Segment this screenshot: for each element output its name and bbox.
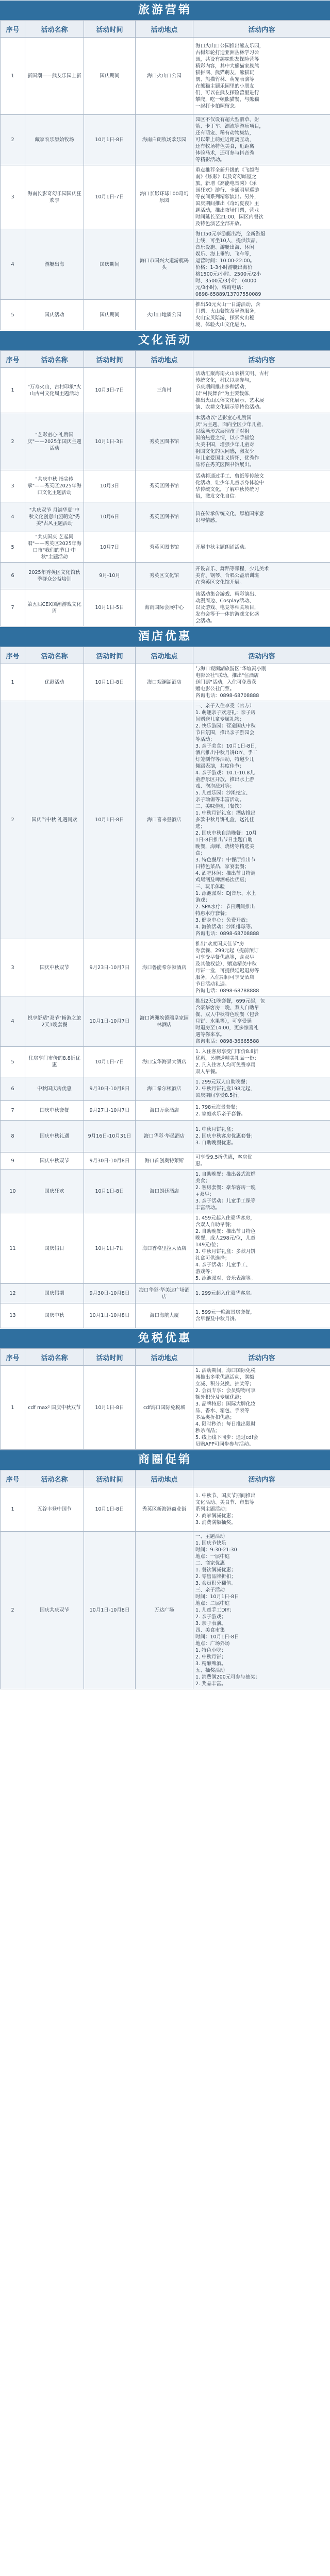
activity-place: 秀英区图书馆 [136,470,193,502]
activity-name: cdf max² 国庆中秋双节 [25,1366,84,1450]
row-number: 3 [1,165,25,229]
activity-name: "共庆双节 月满华夏"中秋文化创意山盟萌宠"秀美"古风主题活动 [25,502,84,532]
activity-content: 旨在传承传统文化，厚植国家意 识与情感。 [193,502,330,532]
activity-time: 10月1日-10月8日 [84,1532,136,1689]
activity-content: 该活动集合游戏、精彩演出、 动漫周边、Cosplay活动、 以及游戏、电竞等相关项目， 发布会等于一体的游戏文化盛 会活动。 [193,589,330,626]
table-row [1,470,330,502]
table-row [1,300,330,330]
activity-time: 9月30日-10月8日 [84,1284,136,1303]
row-number: 5 [1,1047,25,1077]
activity-content: 园区不仅设有超大型滑草、射 箭、卡丁车、漂流等游乐项目， 还有萌宠、稀有动物集结， 可以带上萌娃近距离互动， 还有牧场特色美食，近距离 体验马术，还可参与抖音秀 等精彩活动。 [193,115,330,165]
activity-place: 海口首创奥特莱斯 [136,1153,193,1170]
activity-content: 活动汇聚海南火山农耕文明、古村 传统文化，村民以身参与， 节庆期间推出多种活动， 以"村民舞台"为主要载体， 推出火山民俗文化展示、艺术展 演、农耕文化展示等特色活动。 [193,368,330,413]
table-row [1,563,330,589]
activity-time: 10月1日-8日 [84,1366,136,1450]
activity-content: 一、主题活动 1. 国庆节快乐 时间：9:30-21:30 地点：一层中庭 二、商家优惠 1. 餐饮满减优惠； 2. 零售品牌折扣； 3. 会员积分翻倍。 三、亲子活动 时间：10月1日-8日 地点：二层中庭 1. 儿童手工DIY； 2. 亲子游戏； 3. 亲子表演。 四、美食市集 时间：10月1日-8日 地点：广场外场 1. 特色小吃； 2. 中秋月饼； 3. 精酿啤酒。 五、抽奖活动 1. 消费满200元可参与抽奖； 2. 奖品丰富。 [193,1532,330,1689]
row-number: 6 [1,1077,25,1101]
header-content: 活动内容 [193,1470,330,1487]
activity-time: 10月1日-3日 [84,413,136,470]
table-row [1,1284,330,1303]
activity-time: 国庆期间 [84,300,136,330]
activity-name: "艺彩童心·礼赞国庆"——2025年国庆主题活动 [25,413,84,470]
table-row [1,1213,330,1284]
activity-time: 10月1日-8日 [84,1170,136,1213]
activity-content: 1. 中秋节、国庆节期间推出 文化活动、美食节、市集等 系列主题活动； 2. 商家满减优惠； 3. 消费满额抽奖。 [193,1487,330,1532]
table-row [1,701,330,939]
activity-content: 推出2天1晚套餐，699元起，包 含豪华客房一晚、双人自助早 餐、双人中秋特色晚餐（包含 月饼、水果等），可享受延 时退房至14:00，更多惊喜礼 遇等你来享。 咨询电话：0898-36665588 [193,996,330,1047]
activity-place: 海口长影环球100奇幻乐园 [136,165,193,229]
activity-time: 10月1日-8日 [84,664,136,701]
activity-time: 10月3日 [84,470,136,502]
activity-place: 三角村 [136,368,193,413]
activity-place: 秀英区图书馆 [136,502,193,532]
row-number: 3 [1,939,25,996]
activity-name: 国庆假期 [25,1284,84,1303]
activity-name: "共庆国庆 艺起同唱"——秀英区2025年海口市"我们的节日·中秋"主题活动 [25,532,84,563]
activity-name: 国庆当中秋 礼遇同欢 [25,701,84,939]
row-number: 7 [1,589,25,626]
activity-content: 推出50元火山一日游活动，含 门票、火山餐饮及导游服务， 火山宝贝陪游，探索火山秘 境，体验火山文化魅力。 [193,300,330,330]
header-row [1,647,330,664]
activity-table [0,350,330,626]
table-row [1,413,330,470]
activity-name: "共庆中秋·指尖传承"——秀英区2025年海口文化主题活动 [25,470,84,502]
activity-place: 海口宝华海景大酒店 [136,1047,193,1077]
header-name: 活动名称 [25,351,84,368]
activity-name: 游艇出海 [25,229,84,300]
activity-content: 海口50元享游艇出海，全新游艇 上线，可坐10人，提供饮品、 音乐设施、游艇出海、休闲 娱乐、海上垂钓、飞车等， 运营时间：10:00-22:00。 价格：1-3小时游艇出海价 格1500元/小时、2500元/2小 时、3500元/3小时，(4000 元/3小时)，咨询电话： 0898-65889/13707550089 [193,229,330,300]
activity-content: 1. 599元一晚海景房套餐， 含早餐及中秋月饼。 [193,1303,330,1328]
activity-time: 10月1日-8日 [84,1487,136,1532]
table-row [1,115,330,165]
activity-time: 9月-10月 [84,563,136,589]
activity-time: 10月1日-8日 [84,701,136,939]
activity-place: 海口鸿洲埃德瑞皇家园林酒店 [136,996,193,1047]
activity-content: 1. 459元起入住豪华客房， 含双人自助早餐； 2. 自助晚餐：推出节日特色 晚餐，成人298元/位，儿童 149元/位； 3. 中秋月饼礼盒：多款月饼 礼盒可供选择； 4. 亲子活动：儿童手工、 游戏等； 5. 泳池派对、音乐表演等。 [193,1213,330,1284]
activity-place: 海口鲁能希尔顿酒店 [136,939,193,996]
activity-place: 海口华彩·华美达广场酒店 [136,1284,193,1303]
activity-name: 国庆中秋礼遇 [25,1121,84,1153]
header-content: 活动内容 [193,21,330,38]
header-row [1,1349,330,1366]
activity-time: 10月1日-7日 [84,1047,136,1077]
row-number: 2 [1,1532,25,1689]
activity-content: 1. 入住客房享受门市价8.8折 优惠，另赠送精美礼品一份； 2. 凡入住客人均可免费享用 双人早餐。 [193,1047,330,1077]
activity-time: 9月30日-10月8日 [84,1077,136,1101]
table-row [1,1047,330,1077]
header-time: 活动时间 [84,21,136,38]
activity-name: 国庆共庆双节 [25,1532,84,1689]
activity-place: 海口观澜湖酒店 [136,664,193,701]
activity-table [0,1470,330,1689]
activity-name: 国庆中秋双节 [25,939,84,996]
activity-content: 1. 299元双人自助晚餐； 2. 中秋月饼礼盒198元起， 国庆期间享受8.5折。 [193,1077,330,1101]
activity-time: 10月1日-10月8日 [84,1303,136,1328]
activity-content: 1. 798元海景套餐； 2. 家庭欢乐亲子套餐。 [193,1101,330,1121]
activity-time: 9月27日-10月7日 [84,1101,136,1121]
activity-content: 可享受9.5折优惠，客房优 惠。 [193,1153,330,1170]
activity-place: 海口市国兴大道游艇码头 [136,229,193,300]
table-row [1,38,330,115]
activity-time: 9月23日-10月7日 [84,939,136,996]
table-row [1,1487,330,1532]
activity-name: 国庆中秋套餐 [25,1101,84,1121]
activity-time: 10月1日-5日 [84,589,136,626]
table-row [1,1303,330,1328]
row-number: 1 [1,1487,25,1532]
row-number: 1 [1,368,25,413]
header-time: 活动时间 [84,351,136,368]
activity-table [0,647,330,1328]
activity-content: 开展中秋主题朗诵活动。 [193,532,330,563]
row-number: 9 [1,1153,25,1170]
activity-name: 新国潮——熊友乐园上新 [25,38,84,115]
table-row [1,589,330,626]
activity-time: 国庆期间 [84,229,136,300]
activity-content: 推出"欢度国庆佳节"房 券套餐，299元起（提前预订 可享受早餐优惠等，含双早 及其他权益），赠送精美中秋 月饼一盒，可提供延迟退房等 服务，入住期间可享受酒店 节日活动礼遇。 咨询电话：0898-68788888 [193,939,330,996]
row-number: 13 [1,1303,25,1328]
activity-place: 秀英区图书馆 [136,413,193,470]
activity-content: 1. 活动期间，海口国际免税 城推出多重优惠活动，满额 立减、积分兑换、抽奖等； 2. 会员专享：会员购物可享 额外积分及专属优惠； 3. 品牌特惠：国际大牌化妆 品、香水、箱包、手表等 多品类折扣优惠； 4. 限时秒杀：每日推出限时 秒杀商品； 5. 线上线下同步：通过cdf会 员购APP可同步参与活动。 [193,1366,330,1450]
header-time: 活动时间 [84,1470,136,1487]
activity-name: 国庆中秋双节 [25,1153,84,1170]
activity-place: 万达广场 [136,1532,193,1689]
header-place: 活动地点 [136,351,193,368]
table-row [1,664,330,701]
row-number: 10 [1,1170,25,1213]
activity-name: "万寿火山，古村印象"火山古村文化周主题活动 [25,368,84,413]
activity-content: 与海口观澜湖旅游区"华谊冯小刚 电影公社"联动，推出"住酒店 送门票"活动，入住可免费获 赠电影公社门票。 咨询电话：0898-68708888 [193,664,330,701]
activity-place: 海口香格里拉大酒店 [136,1213,193,1284]
activity-place: 海口火山口公园 [136,38,193,115]
activity-place: 海口希尔顿酒店 [136,1077,193,1101]
row-number: 3 [1,470,25,502]
row-number: 6 [1,563,25,589]
activity-table [0,20,330,330]
header-row [1,1470,330,1487]
header-no: 序号 [1,351,25,368]
table-row [1,1121,330,1153]
activity-name: 第五届CEX国潮游戏文化周 [25,589,84,626]
header-content: 活动内容 [193,647,330,664]
activity-content: 1. 中秋月饼礼盒； 2. 国庆中秋客房优惠套餐； 3. 自助晚餐优惠。 [193,1121,330,1153]
activity-content: 1. 299元起入住豪华客房。 [193,1284,330,1303]
activity-place: 火山口地质公园 [136,300,193,330]
table-row [1,502,330,532]
table-row [1,939,330,996]
activity-name: 海南长影奇幻乐园国庆狂欢季 [25,165,84,229]
row-number: 12 [1,1284,25,1303]
activity-table [0,1348,330,1450]
activity-place: 秀英区文化馆 [136,563,193,589]
table-row [1,996,330,1047]
activity-content: 1. 自助晚餐：推出各式海鲜 美食； 2. 客房套餐：豪华客房一晚 +双早； 3. 亲子活动：儿童手工课等 丰富活动。 [193,1170,330,1213]
activity-name: 藏家农乐原始牧场 [25,115,84,165]
activity-time: 10月1日-7日 [84,1213,136,1284]
activity-time: 国庆期间 [84,38,136,115]
header-no: 序号 [1,21,25,38]
activity-name: 中秋国庆房优惠 [25,1077,84,1101]
table-row [1,1532,330,1689]
section-title: 免税优惠 [0,1328,330,1348]
activity-name: 国庆狂欢 [25,1170,84,1213]
header-no: 序号 [1,1349,25,1366]
row-number: 1 [1,1366,25,1450]
activity-time: 10月6日 [84,502,136,532]
activity-name: 悦享舒适"双节"畅游之旅 2天1晚套餐 [25,996,84,1047]
header-name: 活动名称 [25,1349,84,1366]
row-number: 2 [1,115,25,165]
header-time: 活动时间 [84,647,136,664]
activity-time: 10月1日-10月7日 [84,996,136,1047]
header-place: 活动地点 [136,647,193,664]
header-place: 活动地点 [136,21,193,38]
activity-place: 海南白朗牧场欢乐园 [136,115,193,165]
row-number: 2 [1,701,25,939]
activity-content: 活动将通过手工、剪纸等传统文 化活动，让少年儿童亲身体验中 华传统文化，了解中秋传统习 俗，激发文化自信。 [193,470,330,502]
row-number: 4 [1,996,25,1047]
activity-place: 海口海航大厦 [136,1303,193,1328]
table-row [1,1170,330,1213]
header-no: 序号 [1,647,25,664]
activity-place: 海南国际会展中心 [136,589,193,626]
activity-name: 五谷丰登中国节 [25,1487,84,1532]
row-number: 4 [1,229,25,300]
activity-content: 一、亲子入住享受（官方） 1. 萌趣亲子欢迎礼：亲子房 间赠送儿童专属礼物； 2. 快乐游园：营造国庆中秋 节日氛围，推出亲子游园会 等活动； 3. 亲子美食：10月1日-8日， 酒店推出中秋月饼DIY、手工 灯笼制作等活动，特邀少儿 舞蹈表演，共度佳节； 4. 亲子游戏：10.1-10.8儿 童游乐区开放，推出水上游 戏、泡泡派对等； 5. 儿童乐园：沙滩挖宝、 亲子瑜伽等丰富活动。 二、美味佳礼（餐饮） 1. 中秋月饼礼盒：酒店推出 多款中秋月饼礼盒，送礼佳 选； 2. 国庆中秋自助晚餐：10月 1日-8日推出节日主题自助 晚餐，海鲜、烧烤等精选美 食； 3. 特色餐厅：中餐厅推出节 日特色菜品，家宴套餐； 4. 酒吧休闲：推出节日特调 鸡尾酒及啤酒畅饮优惠； 三、玩乐体验 1. 泳池派对：DJ音乐、水上 游戏； 2. SPA水疗：节日期间推出 特惠水疗套餐； 3. 健身中心：免费开放； 4. 海滨活动：沙滩排球等。 咨询电话：0898-68708888 [193,701,330,939]
header-name: 活动名称 [25,21,84,38]
activity-place: 秀英区图书馆 [136,532,193,563]
activity-time: 10月1日-7日 [84,165,136,229]
section-title: 商圈促销 [0,1450,330,1470]
header-place: 活动地点 [136,1349,193,1366]
header-content: 活动内容 [193,351,330,368]
header-name: 活动名称 [25,647,84,664]
row-number: 5 [1,532,25,563]
activity-name: 国庆中秋 [25,1303,84,1328]
activity-content: 海口火山口公园推出熊友乐园， 古树年轮打造亚洲丛林学习公 园，共设有趣味熊友探险营等 精彩内容，其中大熊猫家族熊 猫拼图、熊猫萌友、熊猫玩 偶、熊猫竹林、萌宠表演等 在熊猫主题乐园里的小朋友 们，可以在熊友探险营里进行 攀爬，吃一顿熊猫餐，与熊猫 一起打卡拍照留念。 [193,38,330,115]
activity-time: 10月3日-7日 [84,368,136,413]
header-name: 活动名称 [25,1470,84,1487]
header-place: 活动地点 [136,1470,193,1487]
activity-place: cdf海口国际免税城 [136,1366,193,1450]
table-row [1,1077,330,1101]
row-number: 5 [1,300,25,330]
header-content: 活动内容 [193,1349,330,1366]
activity-place: 海口华彩·华邑酒店 [136,1121,193,1153]
table-row [1,532,330,563]
row-number: 11 [1,1213,25,1284]
activity-name: 住房享门市价的8.8折优惠 [25,1047,84,1077]
activity-place: 海口朗廷酒店 [136,1170,193,1213]
header-row [1,351,330,368]
activity-name: 优惠活动 [25,664,84,701]
row-number: 1 [1,38,25,115]
section-title: 文化活动 [0,330,330,350]
activity-time: 9月30日-10月8日 [84,1153,136,1170]
header-row [1,21,330,38]
table-row [1,1366,330,1450]
row-number: 4 [1,502,25,532]
header-no: 序号 [1,1470,25,1487]
table-row [1,229,330,300]
activity-name: 国庆活动 [25,300,84,330]
row-number: 1 [1,664,25,701]
activity-name: 2025年秀英区文化馆秋季群众公益培训 [25,563,84,589]
activity-content: 本活动以"艺彩童心礼赞国 庆"为主题，面向全区少年儿童， 以绘画形式展现孩子对祖 国的热爱之情，以小手描绘 大美中国，增强少年儿童对 祖国文化的认同感，激发少 年儿童爱国主义情怀，优秀作 品将在秀英区图书馆展出。 [193,413,330,470]
activity-place: 秀英区新海港商业街 [136,1487,193,1532]
row-number: 2 [1,413,25,470]
activity-time: 10月1日-8日 [84,115,136,165]
activity-name: 国庆假日 [25,1213,84,1284]
activity-place: 海口喜来登酒店 [136,701,193,939]
row-number: 8 [1,1121,25,1153]
table-row [1,1101,330,1121]
table-row [1,165,330,229]
row-number: 7 [1,1101,25,1121]
header-time: 活动时间 [84,1349,136,1366]
activity-time: 9月16日-10月31日 [84,1121,136,1153]
activity-content: 重点推荐全新升级的《飞越海 南》《炫彩》以及奇幻暗屋之 旅，新增《高能电音秀》《乐 园狂欢》游行、卡通明星巡游 等夜间系列精彩演出。另外， 国庆期间推出《奇幻夏夜》主 题活动，推出夜场门票，营业 时间延长至21:00，园区内餐饮 及特色演艺全部开放。 [193,165,330,229]
section-title: 酒店优惠 [0,626,330,647]
activity-content: 开设音乐、舞蹈等课程，少儿美术 美育、钢琴、合唱公益培训班 在秀英区文化馆开展。 [193,563,330,589]
table-row [1,1153,330,1170]
section-title: 旅游营销 [0,0,330,20]
activity-time: 10月7日 [84,532,136,563]
activity-place: 海口万豪酒店 [136,1101,193,1121]
table-row [1,368,330,413]
